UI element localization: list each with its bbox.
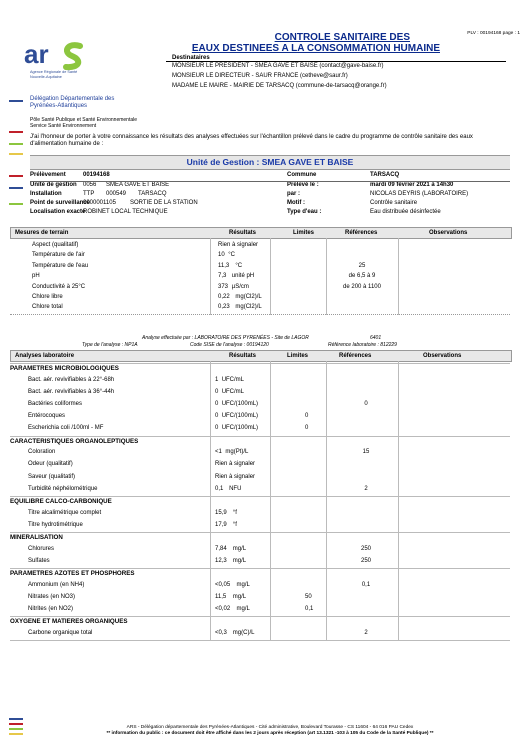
lab-row (0, 508, 530, 520)
value-prelevement: 00194168 (83, 172, 110, 178)
label-installation: Installation (30, 191, 62, 197)
value-point-name: SORTIE DE LA STATION (130, 200, 198, 206)
lab-param: Entérocoques (28, 413, 66, 420)
lab-section-title: CARACTERISTIQUES ORGANOLEPTIQUES (10, 437, 139, 445)
recipients-label: Destinataires (172, 55, 210, 61)
lab-param: Bact. aér. revivifiables à 22°-68h (28, 376, 115, 383)
lab-row (0, 423, 530, 435)
lab-section-title: EQUILIBRE CALCO-CARBONIQUE (10, 498, 112, 505)
terrain-param: pH (32, 273, 40, 280)
lab-value: 0 (215, 413, 219, 420)
sample-grid (30, 172, 510, 218)
lab-row (0, 411, 530, 423)
terrain-value: Rien à signaler (218, 242, 259, 248)
terrain-row (0, 302, 530, 314)
footer-mark-yellow (9, 733, 23, 735)
agency-line2: Pyrénées-Atlantiques (30, 103, 88, 109)
value-commune: TARSACQ (370, 172, 400, 178)
terrain-unit: unité pH (231, 273, 255, 280)
value-par: NICOLAS DEYRIS (LABORATOIRE) (370, 191, 469, 197)
value-unite-name: SMEA GAVE ET BAISE (106, 182, 170, 188)
lab-value: <0,3 (215, 629, 227, 636)
label-par: par : (287, 191, 301, 197)
terrain-param: Conductivité à 25°C (32, 283, 86, 290)
lab-by: Analyse effectuée par : LABORATOIRE DES PYRENÉES - Site de LAGOR (142, 335, 309, 341)
terrain-ref: 25 (358, 262, 366, 269)
value-preleve: mardi 09 février 2021 à 14h30 (370, 182, 454, 188)
footer-mark-green (9, 728, 23, 730)
lab-param: Coloration (28, 449, 56, 456)
lab-value: 0 (215, 388, 219, 395)
unit-band (30, 155, 510, 170)
lab-unit: mg(C)/L (232, 629, 255, 636)
lab-param: Nitrites (en NO2) (28, 606, 74, 612)
recipient-2: MONSIEUR LE DIRECTEUR - SAUR FRANCE (cetheve@saur.fr) (172, 73, 348, 79)
lab-unit: mg/L (232, 593, 247, 600)
lab-section-rule (10, 436, 510, 437)
lab-ref: 0 (364, 401, 368, 407)
lab-value: 15,9 (215, 509, 227, 516)
plv-reference: PLV : 00194168 page : 1 (467, 31, 520, 36)
lab-row (0, 592, 530, 604)
lab-row (0, 375, 530, 387)
mark-red-2 (9, 175, 23, 177)
lab-param: Saveur (qualitatif) (28, 473, 76, 480)
lab-row (0, 604, 530, 616)
lab-param: Titre hydrotimétrique (28, 521, 83, 528)
lab-by-code: 6401 (370, 335, 382, 341)
terrain-col-line (270, 238, 271, 315)
lab-header-result: Résultats (229, 353, 257, 359)
lab-row (0, 556, 530, 568)
mark-yellow (9, 153, 23, 155)
lab-value: <0,05 (215, 581, 231, 588)
value-type: Eau distribuée désinfectée (370, 209, 441, 215)
lab-row (0, 484, 530, 496)
lab-row (0, 459, 530, 471)
lab-unit: mg/L (232, 545, 247, 552)
sample-rule (30, 181, 510, 182)
lab-bottom-rule (10, 640, 510, 641)
lab-value: 1 (215, 376, 219, 383)
lab-type: Type de l'analyse : NP1A (82, 342, 138, 348)
terrain-unit: mg(Cl2)/L (235, 294, 262, 300)
lab-param: Titre alcalimétrique complet (28, 509, 102, 516)
lab-unit: UFC/mL (221, 376, 245, 383)
lab-col-line (326, 361, 327, 640)
lab-section-rule (10, 363, 510, 364)
mark-blue (9, 100, 23, 102)
terrain-col-line (326, 238, 327, 315)
terrain-value: 0,23 (218, 304, 230, 311)
terrain-header-name: Mesures de terrain (15, 230, 69, 236)
svg-text:ar: ar (24, 39, 49, 69)
lab-col-line (270, 361, 271, 640)
lab-row (0, 399, 530, 411)
doc-title-line2: EAUX DESTINEES A LA CONSOMMATION HUMAINE (191, 43, 440, 54)
lab-ref: 0,1 (361, 581, 371, 588)
lab-unit: °f (232, 521, 237, 528)
lab-param: Bactéries coliformes (28, 401, 83, 407)
lab-unit: UFC/(100mL) (221, 401, 259, 407)
unit-title: Unité de Gestion : SMEA GAVE ET BAISE (186, 157, 354, 167)
lab-code-sise: Code SISE de l'analyse : 00194120 (190, 342, 269, 348)
terrain-unit: mg(Cl2)/L (235, 304, 262, 311)
lab-value: 0 (215, 401, 219, 407)
label-type: Type d'eau : (287, 209, 322, 215)
pole-line1: Pôle Santé Publique et Santé Environnementale (30, 117, 138, 123)
lab-header (10, 350, 512, 362)
lab-unit: mg/L (236, 606, 250, 612)
footer-mark-blue (9, 718, 23, 720)
lab-limit: 0,1 (305, 606, 314, 612)
lab-param: Chlorures (28, 545, 55, 552)
terrain-param: Chlore total (32, 304, 63, 311)
lab-unit: °f (232, 509, 237, 516)
terrain-param: Chlore libre (32, 294, 63, 300)
terrain-header-limit: Limites (293, 230, 315, 236)
terrain-param: Aspect (qualitatif) (32, 242, 79, 248)
terrain-value: 7,3 (218, 273, 227, 280)
doc-title-line1: CONTROLE SANITAIRE DES (274, 32, 410, 43)
mark-green (9, 143, 23, 145)
lab-value: <0,02 (215, 606, 231, 612)
terrain-header-obs: Observations (429, 230, 468, 236)
terrain-bottom-rule (10, 314, 510, 315)
lab-section-rule (10, 568, 510, 569)
lab-ref: 2 (364, 629, 368, 636)
label-preleve: Prélevé le : (287, 182, 319, 188)
lab-value: 0,1 (215, 485, 224, 492)
lab-param: Escherichia coli /100ml - MF (28, 425, 104, 432)
lab-value: 17,9 (215, 521, 227, 528)
logo-subtitle-1: Agence Régionale de Santé (30, 70, 78, 74)
pole-line2: Service Santé Environnement (30, 123, 97, 129)
value-inst-name: TARSACQ (138, 191, 167, 197)
label-motif: Motif : (287, 200, 305, 206)
terrain-ref: de 6,5 à 9 (348, 273, 376, 280)
lab-param: Nitrates (en NO3) (28, 593, 76, 600)
lab-row (0, 628, 530, 640)
terrain-header (10, 227, 512, 239)
terrain-param: Température de l'eau (32, 262, 89, 269)
lab-section-title: OXYGENE ET MATIERES ORGANIQUES (10, 618, 128, 626)
terrain-param: Température de l'air (32, 252, 85, 259)
terrain-unit: °C (235, 262, 243, 269)
mark-red (9, 131, 23, 133)
terrain-value: 10 (218, 252, 225, 259)
terrain-header-result: Résultats (229, 230, 257, 236)
label-point: Point de surveillance (30, 200, 91, 206)
terrain-value: 0,22 (218, 294, 230, 300)
lab-unit: NFU (229, 485, 242, 492)
lab-row (0, 387, 530, 399)
lab-section-title: PARAMETRES MICROBIOLOGIQUES (10, 365, 119, 372)
lab-row (0, 580, 530, 592)
value-inst-type: TTP (83, 191, 95, 197)
terrain-ref: de 200 à 1100 (343, 283, 381, 290)
footer-mark-red (9, 723, 23, 725)
footer-line2: ** information du public : ce document doit être affiché dans les 2 jours après réception (art 13.1321 -103 à 105 du Code de la Santé Publique) ** (106, 731, 434, 736)
intro-text: J'ai l'honneur de porter à votre connaissance les résultats des analyses effectuées sur l'échantillon prélevé dans le cadre du programme de contrôle sanitaire des eaux d'alimentation humaine de : (30, 134, 473, 147)
lab-ref: 2 (364, 485, 368, 492)
lab-header-ref: Références (339, 353, 372, 359)
lab-section-rule (10, 532, 510, 533)
lab-value: 11,5 (215, 593, 227, 600)
label-unite: Unité de gestion (30, 182, 77, 188)
value-unite-code: 0056 (83, 182, 97, 188)
terrain-header-ref: Références (345, 230, 378, 236)
lab-row (0, 472, 530, 484)
lab-section-title: MINERALISATION (10, 534, 63, 541)
recipient-3: MADAME LE MAIRE - MAIRIE DE TARSACQ (commune-de-tarsacq@orange.fr) (172, 83, 387, 89)
recipients-rule (166, 61, 506, 62)
lab-col-line (210, 361, 211, 640)
value-inst-code: 000549 (106, 191, 127, 197)
mark-blue-2 (9, 187, 23, 189)
mark-green-2 (9, 203, 23, 205)
terrain-unit: µS/cm (231, 283, 249, 290)
lab-value: <1 (215, 449, 222, 456)
lab-header-name: Analyses laboratoire (15, 353, 75, 359)
value-loc: ROBINET LOCAL TECHNIQUE (83, 209, 168, 215)
value-motif: Contrôle sanitaire (370, 200, 418, 206)
label-prelevement: Prélèvement (30, 172, 66, 178)
lab-param: Turbidité néphélométrique (28, 485, 98, 492)
lab-param: Sulfates (28, 557, 50, 564)
lab-ref: 250 (360, 557, 372, 564)
lab-section-title: PARAMETRES AZOTES ET PHOSPHORES (10, 570, 135, 577)
logo-subtitle-2: Nouvelle-Aquitaine (30, 75, 62, 79)
value-point-code: 0000001105 (83, 200, 116, 206)
lab-header-limit: Limites (287, 353, 309, 359)
lab-row (0, 544, 530, 556)
lab-limit: 0 (305, 413, 309, 420)
terrain-value: 11,3 (218, 262, 230, 269)
recipient-1: MONSIEUR LE PRESIDENT - SMEA GAVE ET BAISE (contact@gave-baise.fr) (172, 63, 384, 69)
lab-value: 7,84 (215, 545, 227, 552)
lab-value: 0 (215, 425, 219, 432)
terrain-col-line (210, 238, 211, 315)
label-commune: Commune (287, 172, 317, 178)
lab-section-rule (10, 616, 510, 617)
lab-ref: 15 (362, 449, 370, 456)
lab-value: Rien à signaler (215, 473, 256, 480)
lab-unit: mg/L (232, 557, 247, 564)
lab-ref: 250 (360, 545, 372, 552)
lab-unit: mg/L (236, 581, 250, 588)
lab-param: Bact. aér. revivifiables à 36°-44h (28, 388, 115, 395)
lab-unit: UFC/(100mL) (221, 413, 259, 420)
lab-param: Ammonium (en NH4) (28, 581, 85, 588)
lab-value: 12,3 (215, 557, 227, 564)
lab-limit: 50 (305, 593, 312, 600)
lab-row (0, 520, 530, 532)
agency-line1: Délégation Départementale des (30, 96, 115, 102)
footer-line1: ARS - Délégation départementale des Pyrénées-Atlantiques - Cité administrative, Boulevard Tourasse - CS 11604 - 64 016 PAU Cedex (126, 725, 414, 730)
lab-unit: mg(Pt)/L (225, 449, 249, 456)
terrain-unit: °C (228, 252, 235, 259)
lab-limit: 0 (305, 425, 309, 432)
lab-unit: UFC/mL (221, 388, 245, 395)
lab-ref: Référence laboratoire : 812229 (328, 342, 397, 348)
lab-col-line (398, 361, 399, 640)
lab-section-rule (10, 496, 510, 497)
lab-param: Carbone organique total (28, 629, 93, 636)
terrain-value: 373 (218, 283, 229, 290)
lab-value: Rien à signaler (215, 461, 256, 468)
lab-row (0, 447, 530, 459)
lab-header-obs: Observations (423, 353, 462, 359)
lab-param: Odeur (qualitatif) (28, 461, 73, 468)
label-loc: Localisation exacte (30, 209, 86, 215)
terrain-col-line (398, 238, 399, 315)
lab-unit: UFC/(100mL) (221, 425, 259, 432)
